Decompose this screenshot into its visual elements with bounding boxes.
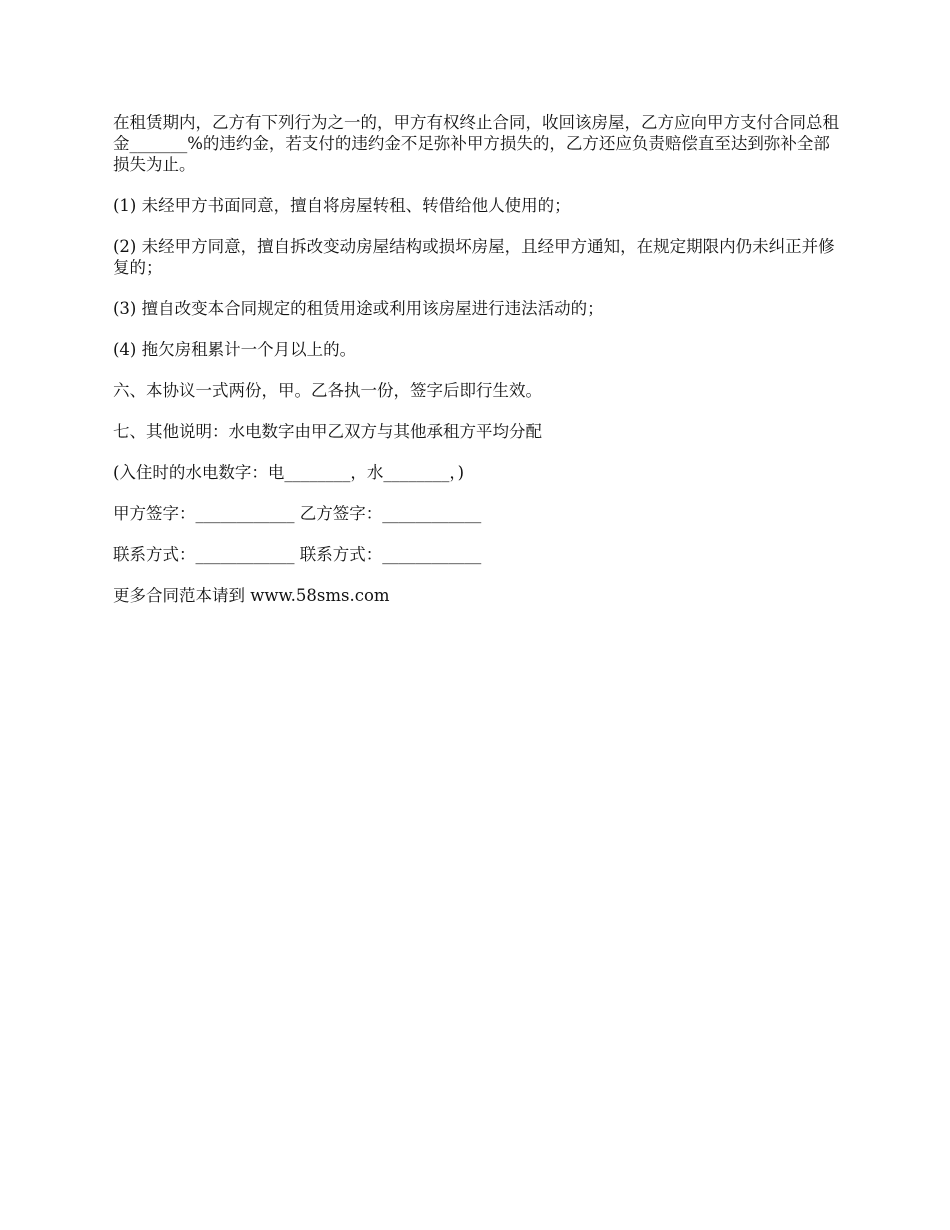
document-body [113,112,843,626]
clause-item-3: (3) 擅自改变本合同规定的租赁用途或利用该房屋进行违法活动的； [113,299,604,318]
signature-line: 甲方签字：____________ 乙方签字：____________ [113,504,482,523]
clause-item-1: (1) 未经甲方书面同意，擅自将房屋转租、转借给他人使用的； [113,196,571,215]
contact-line: 联系方式：____________ 联系方式：____________ [113,545,482,564]
clause-seven: 七、其他说明：水电数字由甲乙双方与其他承租方平均分配 [113,422,542,441]
utility-readings: (入住时的水电数字：电________，水________，) [113,463,465,482]
footer-note: 更多合同范本请到 www.58sms.com [113,586,390,605]
clause-item-4: (4) 拖欠房租累计一个月以上的。 [113,340,357,359]
clause-six: 六、本协议一式两份，甲。乙各执一份，签字后即行生效。 [113,381,542,400]
clause-item-2: (2) 未经甲方同意，擅自拆改变动房屋结构或损坏房屋，且经甲方通知，在规定期限内仍未纠正并修复的； [113,237,835,277]
clause-termination-intro: 在租赁期内，乙方有下列行为之一的，甲方有权终止合同，收回该房屋，乙方应向甲方支付合同总租金_______%的违约金，若支付的违约金不足弥补甲方损失的，乙方还应负责赔偿直至达到弥补全部损失为止。 [113,113,839,174]
